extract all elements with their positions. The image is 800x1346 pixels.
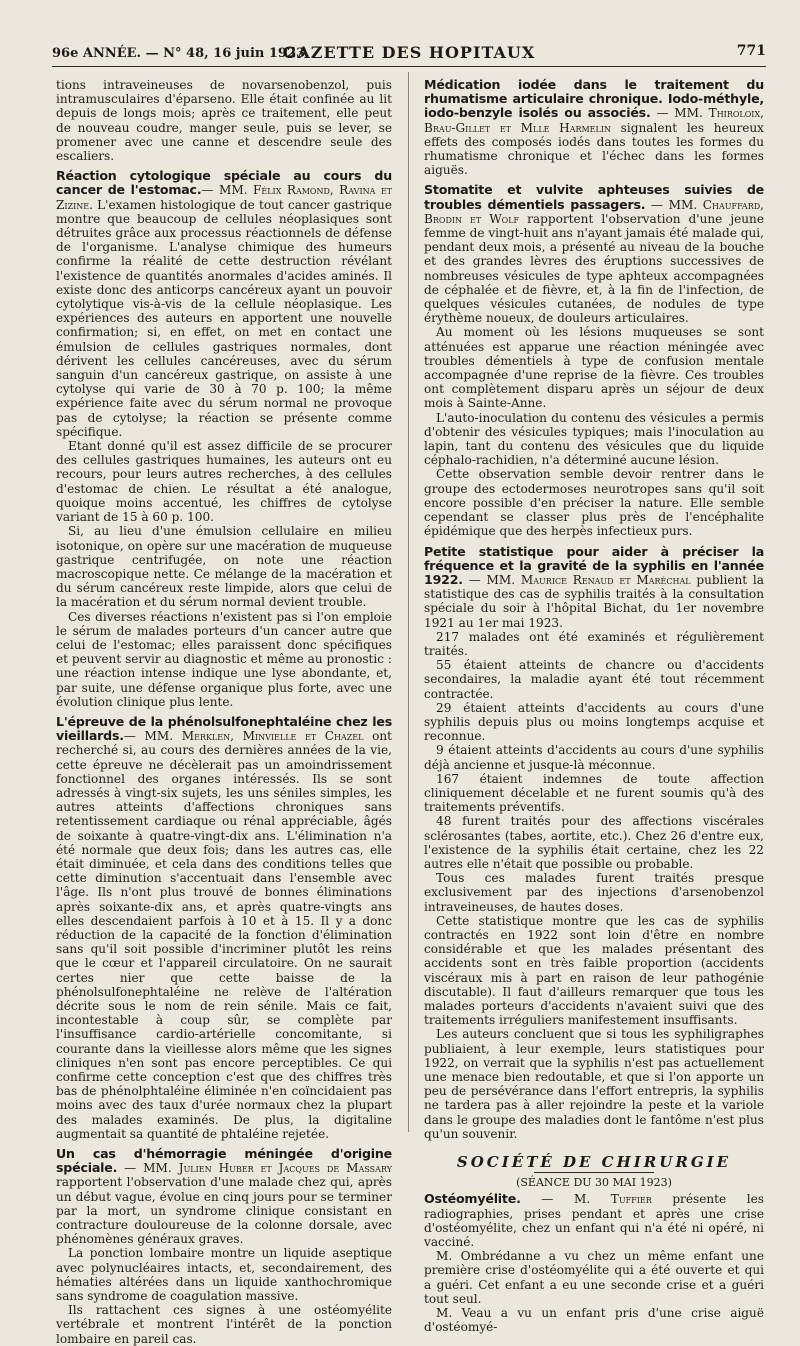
article-lead: Petite statistique pour aider à préciser la fréquence et la gravité de la syphilis en l'année 1922. — MM. Maurice Renaud et Maréchal publient la statistique des cas de syphilis traités à la consultation spéciale du soir à l'hôpital Bichat, du 1er novembre 1921 au 1er mai 1923. [424,543,764,630]
paragraph: M. Veau a vu un enfant pris d'une crise aiguë d'ostéomyé- [424,1306,764,1335]
article-authors: Chauffard, Brodin et Wolf [424,197,764,226]
paragraph: Ces diverses réactions n'existent pas si l'on emploie le sérum de malades porteurs d'un cancer autre que celui de l'estomac; elles paraissent donc spécifiques et peuvent servir au diagnostic et même au pronostic : une réaction intense indique une lyse abondante, et, par suite, une défense organique plus forte, avec une évolution clinique plus lente. [56,609,392,709]
article-authors: Félix Ramond, Ravina et Zizine [56,183,392,212]
paragraph: 167 étaient indemnes de toute affection cliniquement décelable et ne furent soumis qu'à des traitements préventifs. [424,771,764,815]
paragraph: La ponction lombaire montre un liquide aseptique avec polynucléaires intacts, et, secondairement, des hématies altérées dans un liquide xanthochromique sans syndrome de coagulation massive. [56,1246,392,1304]
article-syphilis-statistics [424,545,764,1142]
paragraph: Cette observation semble devoir rentrer dans le groupe des ectodermoses neurotropes sans qu'il soit encore possible d'en préciser la nature. Elle semble cependant se classer plus près de l'encéphalite épidémique que des herpès infectieux purs. [424,467,764,539]
article-iodine-medication [424,78,764,177]
society-session-date: (SÉANCE DU 30 MAI 1923) [516,1176,672,1190]
article-title: Médication iodée dans le traitement du rhumatisme articulaire chronique. Iodo-méthyle, iodo-benzyle isolés ou associés. [424,77,764,121]
article-meningeal-hemorrhage [56,1147,392,1346]
article-cytology-cancer [56,169,392,709]
paragraph: M. Ombrédanne a vu chez un même enfant une première crise d'ostéomyélite qui a été ouverte et qui a guéri. Cet enfant a eu une seconde crise et a guéri tout seul. [424,1249,764,1306]
paragraph: 55 étaient atteints de chancre ou d'accidents secondaires, la maladie ayant été tout récemment contractée. [424,658,764,701]
page-number: 771 [736,43,766,59]
paragraph: L'auto-inoculation du contenu des vésicules a permis d'obtenir des vésicules typiques; mais l'inoculation au lapin, tant du contenu des vésicules que du liquide céphalo-rachidien, n'a déterminé aucune lésion. [424,410,764,468]
article-phenolsulfonephtalein [56,715,392,1141]
journal-title: GAZETTE DES HOPITAUX [282,43,536,62]
article-authors: Merklen, Minvielle et Chazel [181,729,364,744]
article-continuation [56,78,392,163]
article-title: L'épreuve de la phénolsulfonephtaléine chez les vieillards. [56,713,392,744]
column-divider [408,72,409,1132]
society-rule [534,1172,654,1173]
paragraph: Ils rattachent ces signes à une ostéomyélite vertébrale et montrent l'intérêt de la ponction lombaire en pareil cas. [56,1303,392,1346]
article-authors: Julien Huber et Jacques de Massary [178,1161,392,1176]
article-osteomyelitis [424,1192,764,1334]
left-column [56,78,393,1346]
article-title: Petite statistique pour aider à préciser la fréquence et la gravité de la syphilis en l'année 1922. [424,543,764,587]
article-lead: Un cas d'hémorragie méningée d'origine spéciale. — MM. Julien Huber et Jacques de Massary rapportent l'observation d'une malade chez qui, après un début vague, évolue en cinq jours pour se terminer par la mort, un syndrome clinique consistant en contracture douloureuse de la colonne dorsale, avec phénomènes généraux graves. [56,1146,392,1247]
paragraph: 9 étaient atteints d'accidents au cours d'une syphilis déjà ancienne et jusque-là méconnue. [424,743,764,772]
paragraph: tions intraveineuses de novarsenobenzol, puis intramusculaires d'éparseno. Elle était confinée au lit depuis de longs mois; après ce traitement, elle peut de nouveau coudre, manger seule, puis se lever, se promener avec une canne et descendre seule des escaliers. [56,78,392,164]
article-lead: Médication iodée dans le traitement du rhumatisme articulaire chronique. Iodo-méthyle, iodo-benzyle isolés ou associés. — MM. Thiroloix, Brau-Gillet et Mlle Harmelin signalent les heureux effets des composés iodés dans toutes les formes du rhumatisme chronique et l'échec dans les formes aiguës. [424,77,764,178]
paragraph: Si, au lieu d'une émulsion cellulaire en milieu isotonique, on opère sur une macération de muqueuse gastrique centrifugée, on note une réaction macroscopique nette. Ce mélange de la macération et du sérum cancéreux reste limpide, alors que celui de la macération et du sérum normal devient trouble. [56,524,392,610]
article-lead: Stomatite et vulvite aphteuses suivies de troubles démentiels passagers. — MM. Chauffard, Brodin et Wolf rapportent l'observation d'une jeune femme de vingt-huit ans n'ayant jamais été malade qui, pendant deux mois, a présenté au niveau de la bouche et des grandes lèvres des éruptions successives de nombreuses vésicules de type aphteux accompagnées de céphalée et de fièvre, et, à la fin de l'infection, de quelques vésicules cutanées, de nodules de type érythème noueux, de douleurs articulaires. [424,182,764,326]
paragraph: 217 malades ont été examinés et régulièrement traités. [424,629,764,658]
page-header [52,40,766,67]
article-lead: L'épreuve de la phénolsulfonephtaléine chez les vieillards.— MM. Merklen, Minvielle et Chazel ont recherché si, au cours des dernières années de la vie, cette épreuve ne décèlerait pas un amoindrissement fonctionnel des organes intéressés. Ils se sont adressés à vingt-six sujets, les uns séniles simples, les autres atteints d'affections chroniques sans retentissement cardiaque ou rénal appréciable, âgés de soixante à quatre-vingt-dix ans. L'élimination n'a été normale que deux fois; dans les autres cas, elle était diminuée, et cela dans des conditions telles que cette diminution s'accentuait dans l'ensemble avec l'âge. Ils n'ont plus trouvé de bonnes éliminations après soixante-dix ans, et après quatre-vingts ans elles descendaient parfois à 10 et à 15. Il y a donc réduction de la capacité de la fonction d'élimination sans qu'il soit possible d'incriminer plutôt les reins que le cœur et l'appareil circulatoire. On ne saurait certes nier que cette baisse de la phénolsulfonephtaléine ne relève de l'altération décrite sous le nom de rein sénile. Mais ce fait, incontestable à coup sûr, se complète par l'insuffisance cardio-artérielle concomitante, si courante dans la vieillesse alors même que les signes cliniques n'en sont pas encore perceptibles. Ce qui confirme cette conception c'est que des chiffres très bas de phénolphtaléine éliminée n'en coïncidaient pas moins avec des taux d'urée normaux chez la plupart des malades examinés. De plus, la digitaline augmentait sa quantité de phtaléine rejetée. [56,713,393,1141]
article-authors: Maurice Renaud et Maréchal [520,572,691,587]
paragraph: 48 furent traités pour des affections viscérales sclérosantes (tabes, aortite, etc.). Chez 26 d'entre eux, l'existence de la syphilis était certaine, chez les 22 autres elle n'était que possible ou probable. [424,814,764,871]
article-lead: Réaction cytologique spéciale au cours du cancer de l'estomac.— MM. Félix Ramond, Ravina et Zizine. L'examen histologique de tout cancer gastrique montre que beaucoup de cellules néoplasiques sont détruites grâce aux processus réactionnels de défense de l'organisme. L'analyse chimique des humeurs confirme la réalité de cette destruction révélant l'existence de quantités anormales d'acides aminés. Il existe donc des anticorps cancéreux ayant un pouvoir cytolytique vis-à-vis de la cellule néoplasique. Les expériences des auteurs en apportent une nouvelle confirmation; si, en effet, on met en contact une émulsion de cellules gastriques normales, dont dérivent les cellules cancéreuses, avec du sérum sanguin d'un cancéreux gastrique, on assiste à une cytolyse qui varie de 30 à 70 p. 100; la même expérience faite avec du sérum normal ne provoque pas de cytolyse; la réaction se présente comme spécifique. [56,168,392,439]
article-authors: Thiroloix, Brau-Gillet et Mlle Harmelin [424,106,764,135]
article-title: Ostéomyélite. [424,1191,521,1207]
right-column [424,77,764,1335]
article-title: Stomatite et vulvite aphteuses suivies de troubles démentiels passagers. [424,182,764,212]
paragraph: 29 étaient atteints d'accidents au cours d'une syphilis depuis plus ou moins longtemps acquise et reconnue. [424,700,764,744]
article-lead: Ostéomyélite. — M. Tuffier présente les radiographies, prises pendant et après une crise d'ostéomyélite, chez un enfant qui n'a été ni opéré, ni vacciné. [424,1191,764,1250]
paragraph: Au moment où les lésions muqueuses se sont atténuées est apparue une réaction méningée avec troubles démentiels à type de confusion mentale accompagnée d'une reprise de la fièvre. Ces troubles ont complètement disparu après un séjour de deux mois à Sainte-Anne. [424,325,764,411]
society-title: SOCIÉTÉ DE CHIRURGIE [456,1153,732,1172]
paragraph: Les auteurs concluent que si tous les syphiligraphes publiaient, à leur exemple, leurs statistiques pour 1922, on verrait que la syphilis n'est pas actuellement une menace bien redoutable, et que si l'on apporte un peu de persévérance dans l'effort entrepris, la syphilis ne tardera pas à aller rejoindre la peste et la variole dans le groupe des maladies dont le fantôme n'est plus qu'un souvenir. [424,1027,764,1141]
article-title: Un cas d'hémorragie méningée d'origine spéciale. [56,1146,392,1176]
issue-info: 96e ANNÉE. — N° 48, 16 juin 1923. [52,46,310,61]
article-authors: Tuffier [610,1192,652,1207]
paragraph: Tous ces malades furent traités presque exclusivement par des injections d'arsenobenzol intraveineuses, de hautes doses. [424,871,764,914]
article-title: Réaction cytologique spéciale au cours du cancer de l'estomac. [56,168,392,198]
article-aphthous-stomatitis [424,183,764,538]
paragraph: Etant donné qu'il est assez difficile de se procurer des cellules gastriques humaines, les auteurs ont eu recours, pour leurs autres recherches, à des cellules d'estomac de chien. Le résultat a été analogue, quoique moins accentué, les chiffres de cytolyse variant de 15 à 60 p. 100. [56,439,392,525]
paragraph: Cette statistique montre que les cas de syphilis contractés en 1922 sont loin d'être en nombre considérable et que les malades présentant des accidents sont en très faible proportion (accidents viscéraux mis à part en raison de leur pathogénie discutable). Il faut d'ailleurs remarquer que tous les malades porteurs d'accidents n'avaient suivi que des traitements irréguliers manifestement insuffisants. [424,913,764,1028]
society-heading [424,1155,764,1190]
